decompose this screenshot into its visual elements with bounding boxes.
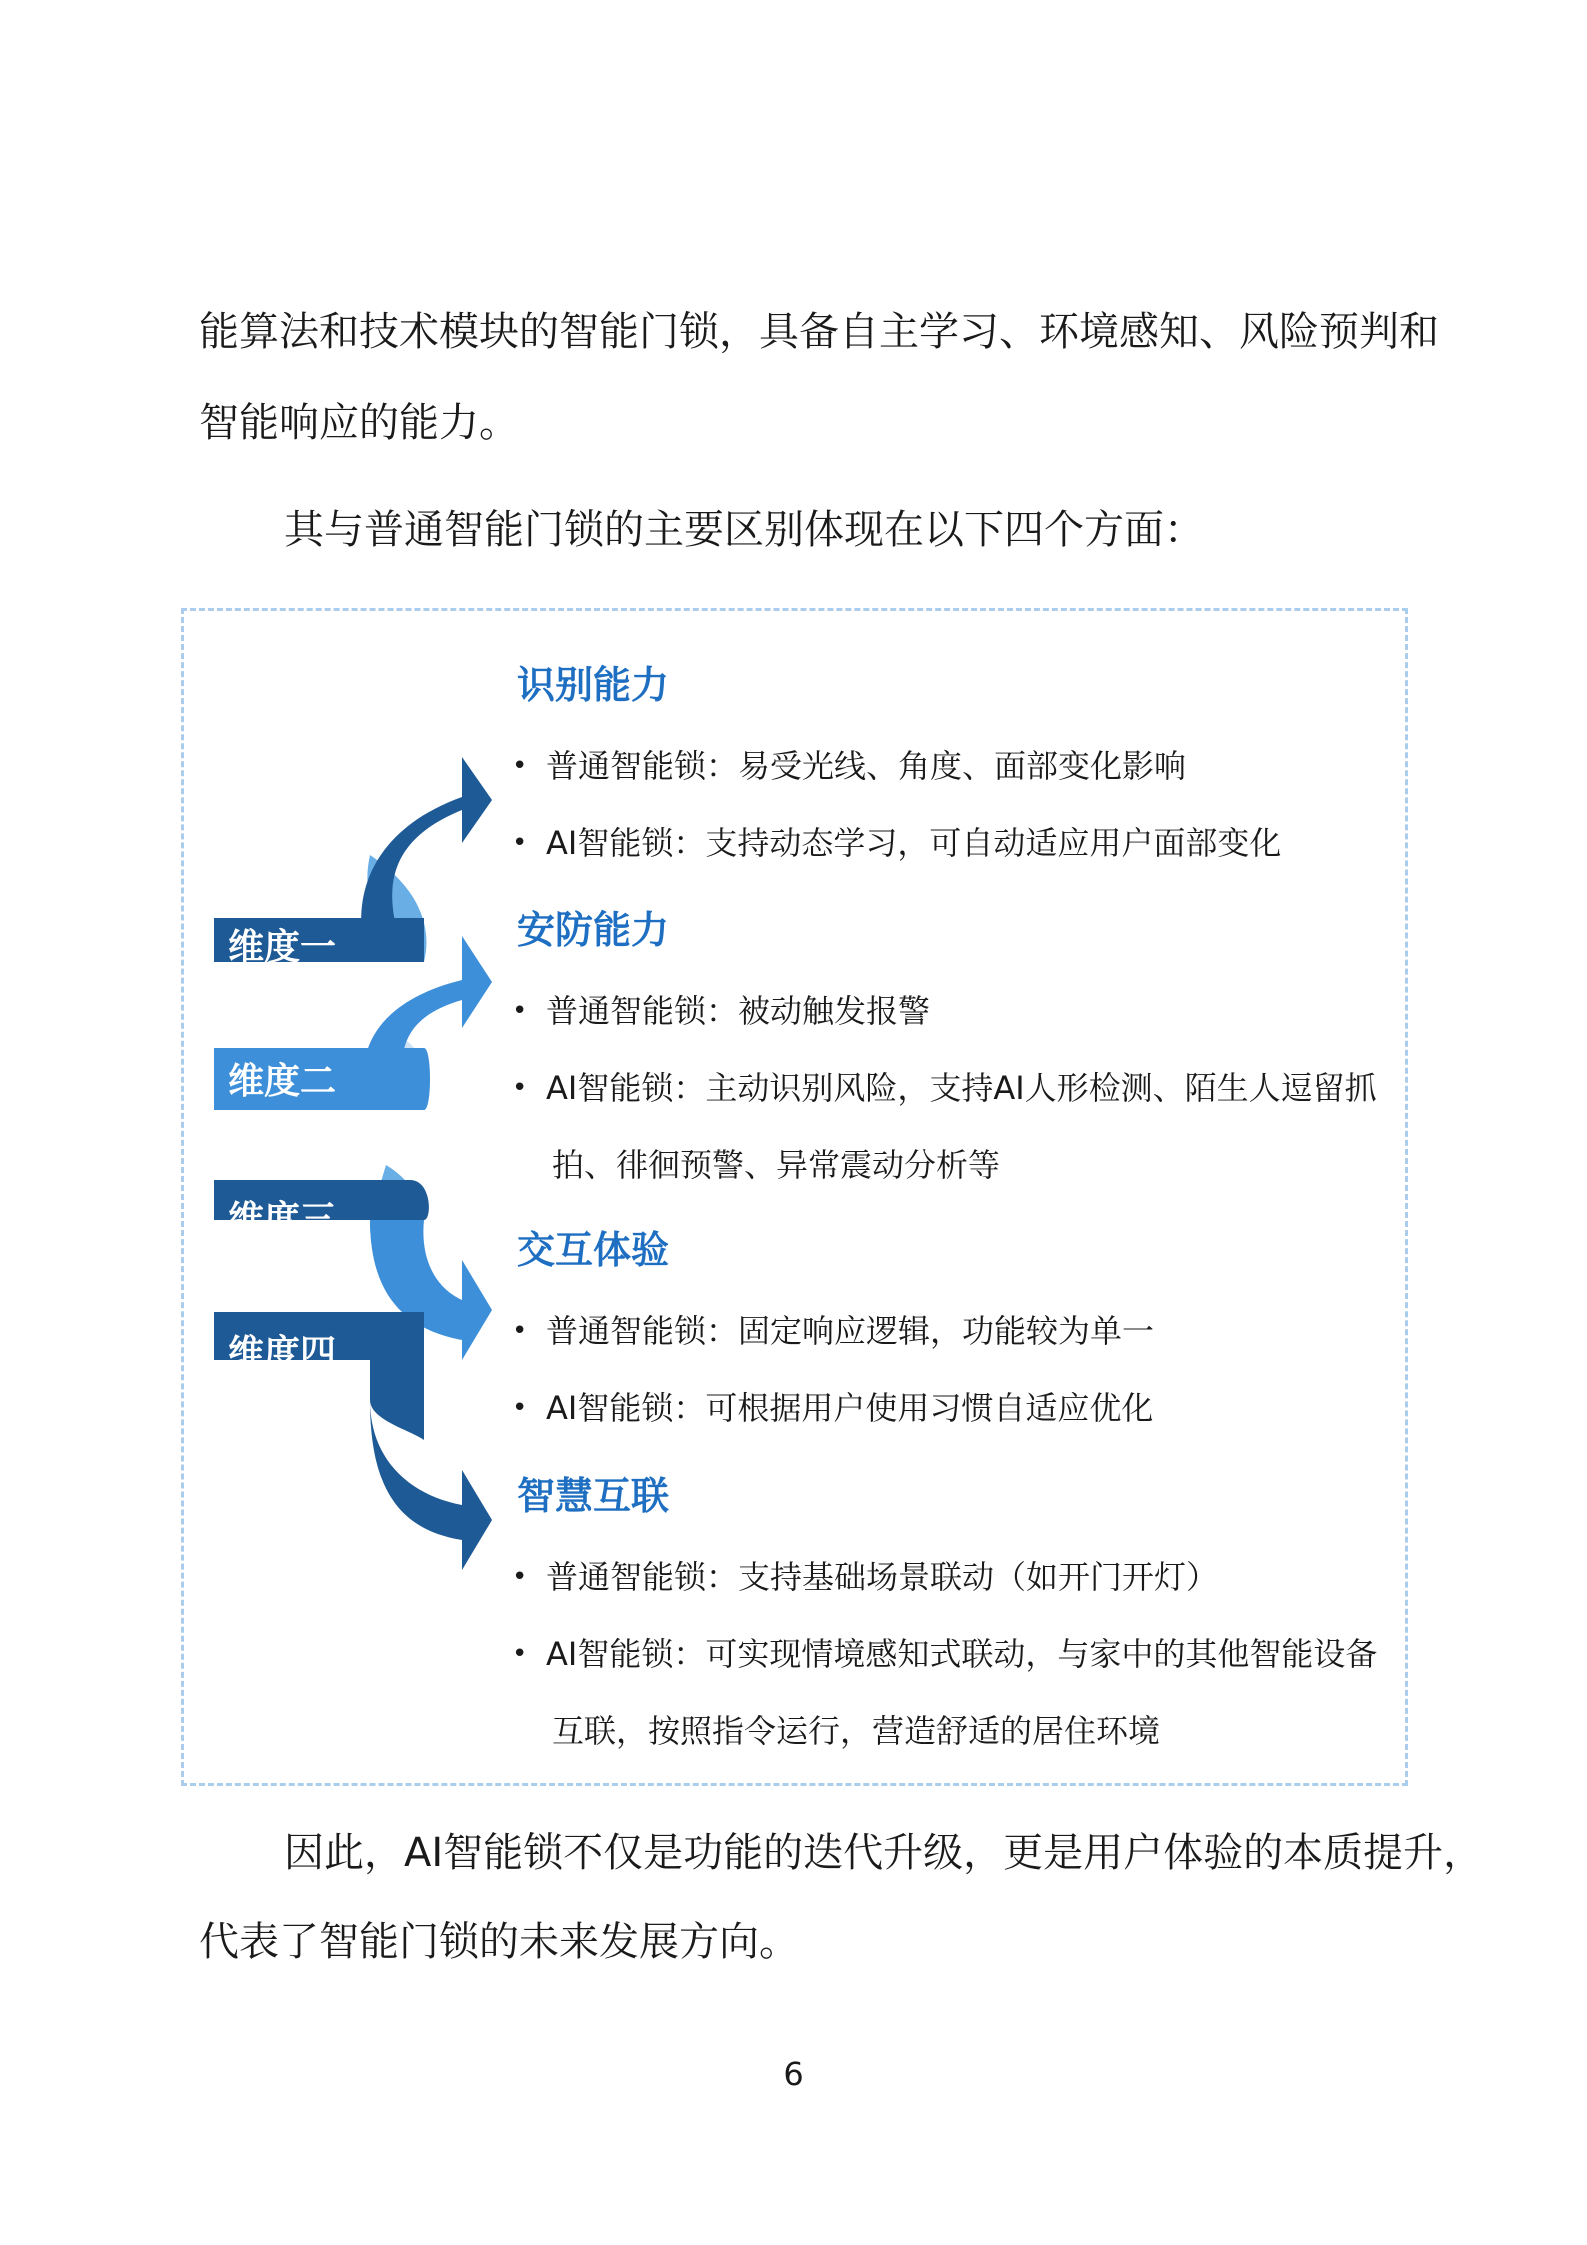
- bullet-text: 普通智能锁：易受光线、角度、面部变化影响: [546, 747, 1187, 785]
- bullet-item: [512, 1389, 1154, 1427]
- bullet-text: AI智能锁：可实现情境感知式联动，与家中的其他智能设备: [546, 1635, 1378, 1673]
- bullet-text: 普通智能锁：支持基础场景联动（如开门开灯）: [546, 1558, 1219, 1596]
- ribbon-arrow-graphic: [210, 700, 500, 1600]
- dimension-label: 维度一: [228, 927, 337, 968]
- bullet-dot: •: [512, 1639, 528, 1669]
- bullet-dot: •: [512, 751, 528, 781]
- bullet-text: AI智能锁：支持动态学习，可自动适应用户面部变化: [546, 824, 1282, 862]
- bullet-dot: •: [512, 1393, 528, 1423]
- section-title: 交互体验: [517, 1228, 670, 1272]
- bullet-text: AI智能锁：主动识别风险，支持AI人形检测、陌生人逗留抓: [546, 1069, 1377, 1107]
- ribbon-arrowhead: [462, 936, 492, 1028]
- bullet-item: [512, 1558, 1219, 1596]
- dimension-label: 维度三: [228, 1199, 337, 1240]
- body-paragraph-line: 能算法和技术模块的智能门锁，具备自主学习、环境感知、风险预判和: [199, 309, 1439, 355]
- bullet-dot: •: [512, 1316, 528, 1346]
- bullet-item: [512, 1069, 1377, 1107]
- page-number: 6: [783, 2055, 804, 2093]
- lead-sentence: 其与普通智能门锁的主要区别体现在以下四个方面：: [284, 507, 1204, 553]
- section-title: 安防能力: [517, 908, 670, 952]
- bullet-dot: •: [512, 1562, 528, 1592]
- bullet-item: [512, 747, 1187, 785]
- bullet-item: [512, 1312, 1155, 1350]
- ribbon-arrowhead: [462, 1260, 492, 1360]
- ribbon-band: [370, 1360, 424, 1440]
- conclusion-line: 代表了智能门锁的未来发展方向。: [199, 1919, 799, 1965]
- ribbon-arrowhead: [462, 757, 492, 843]
- bullet-text: 普通智能锁：固定响应逻辑，功能较为单一: [546, 1312, 1155, 1350]
- bullet-dot: •: [512, 996, 528, 1026]
- bullet-dot: •: [512, 828, 528, 858]
- dimension-label: 维度四: [228, 1333, 337, 1374]
- bullet-text: 普通智能锁：被动触发报警: [546, 992, 931, 1030]
- bullet-continuation: 拍、徘徊预警、异常震动分析等: [552, 1146, 1001, 1184]
- bullet-dot: •: [512, 1073, 528, 1103]
- section-title: 识别能力: [517, 663, 670, 707]
- bullet-text: AI智能锁：可根据用户使用习惯自适应优化: [546, 1389, 1154, 1427]
- bullet-item: [512, 992, 931, 1030]
- body-paragraph-line: 智能响应的能力。: [199, 400, 519, 446]
- dimension-label: 维度二: [228, 1061, 337, 1102]
- conclusion-line: 因此，AI智能锁不仅是功能的迭代升级，更是用户体验的本质提升，: [284, 1830, 1484, 1876]
- section-title: 智慧互联: [517, 1474, 670, 1518]
- bullet-item: [512, 824, 1282, 862]
- bullet-continuation: 互联，按照指令运行，营造舒适的居住环境: [552, 1712, 1161, 1750]
- ribbon-arrowhead: [462, 1470, 492, 1570]
- bullet-item: [512, 1635, 1378, 1673]
